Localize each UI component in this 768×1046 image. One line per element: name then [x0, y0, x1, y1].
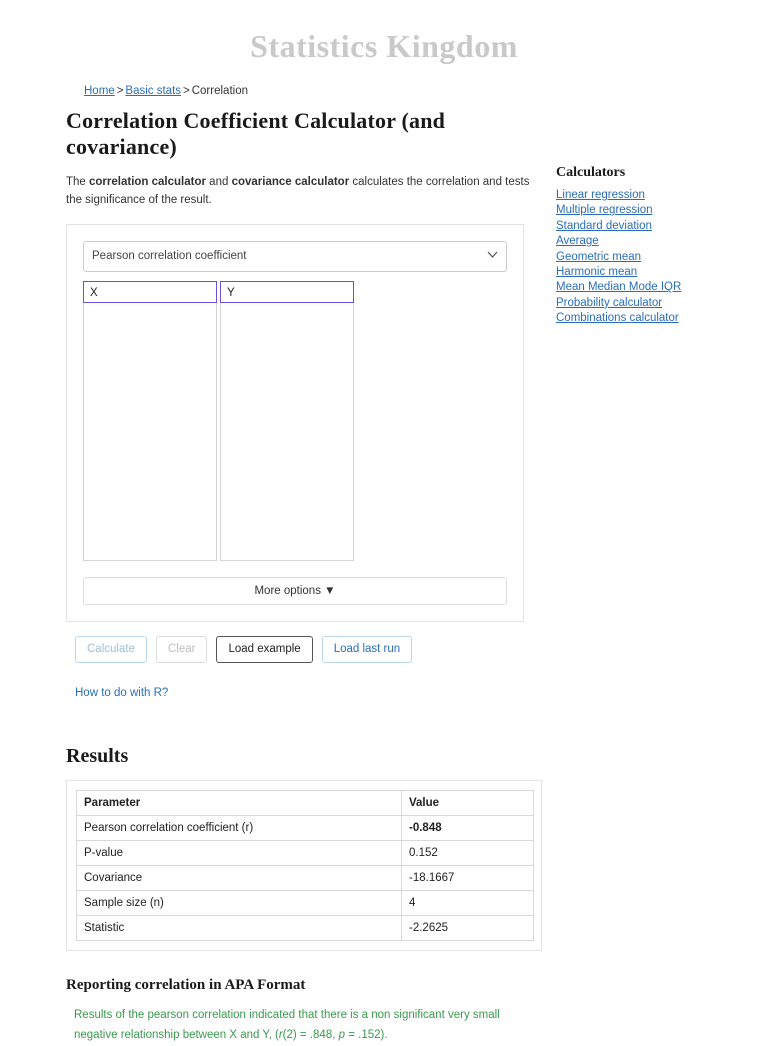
column-header-x: X: [83, 281, 217, 303]
breadcrumb-home[interactable]: Home: [84, 85, 115, 97]
row-parameter: P-value: [77, 841, 402, 866]
breadcrumb-basic-stats[interactable]: Basic stats: [125, 85, 182, 97]
load-example-button[interactable]: Load example: [216, 636, 312, 664]
row-parameter: Sample size (n): [77, 891, 402, 916]
intro-bold-correlation: correlation calculator: [89, 176, 206, 188]
sidebar-item-linear-regression[interactable]: Linear regression: [556, 189, 645, 201]
apa-line-1: Results of the pearson correlation indicated that there is a non significant very small negative: [74, 1009, 500, 1041]
row-value: 0.152: [402, 841, 534, 866]
sidebar-item-geometric-mean[interactable]: Geometric mean: [556, 250, 642, 263]
row-parameter: Covariance: [77, 866, 402, 891]
load-last-run-button[interactable]: Load last run: [322, 636, 413, 664]
sidebar-item-standard-deviation[interactable]: Standard deviation: [556, 219, 652, 232]
calculate-button[interactable]: Calculate: [75, 636, 147, 664]
data-input-x[interactable]: [83, 303, 217, 561]
row-value: -0.848: [402, 816, 534, 841]
table-row: [77, 866, 534, 891]
sidebar-item-harmonic-mean[interactable]: Harmonic mean: [556, 266, 638, 279]
results-table: [76, 790, 534, 941]
results-box: [66, 780, 542, 951]
page-title: Correlation Coefficient Calculator (and covariance): [66, 108, 446, 159]
row-parameter: Statistic: [77, 916, 402, 941]
breadcrumb-separator-2: >: [183, 85, 190, 97]
apa-symbol-r: r: [278, 1028, 283, 1041]
how-to-r-link-wrapper: [75, 687, 556, 699]
row-value: 4: [402, 891, 534, 916]
how-to-r-link[interactable]: How to do with R?: [75, 687, 169, 700]
intro-paragraph: [66, 174, 536, 210]
data-column-x: [83, 281, 217, 561]
table-row: [77, 841, 534, 866]
intro-text-3: calculates the correlation and tests the significance of the result.: [66, 176, 530, 206]
apa-heading: Reporting correlation in APA Format: [66, 977, 306, 994]
more-options-toggle[interactable]: More options ▼: [83, 577, 507, 605]
sidebar-item-probability-calculator[interactable]: Probability calculator: [556, 296, 663, 309]
intro-text-1: The: [66, 176, 90, 188]
clear-button[interactable]: Clear: [156, 636, 207, 664]
sidebar-item-multiple-regression[interactable]: Multiple regression: [556, 204, 653, 217]
method-select-wrapper: [83, 241, 507, 272]
breadcrumb-separator-1: >: [116, 85, 124, 97]
data-columns: [83, 281, 507, 561]
row-parameter: Pearson correlation coefficient (r): [77, 816, 402, 841]
apa-line-2c: = .152).: [345, 1028, 388, 1041]
sidebar-item-average[interactable]: Average: [556, 235, 599, 248]
action-buttons: [75, 636, 556, 664]
correlation-method-select[interactable]: [83, 241, 507, 272]
row-value: -2.2625: [402, 916, 534, 941]
calculator-card: [66, 224, 524, 622]
table-header-value: Value: [402, 791, 534, 816]
table-row: [77, 816, 534, 841]
breadcrumb-current: Correlation: [191, 85, 248, 97]
table-row: [77, 916, 534, 941]
results-heading: Results: [66, 745, 129, 768]
intro-bold-covariance: covariance calculator: [231, 176, 350, 188]
column-header-y: Y: [220, 281, 354, 303]
breadcrumb: [84, 85, 768, 97]
intro-text-2: and: [205, 176, 232, 188]
row-value: -18.1667: [402, 866, 534, 891]
table-row: [77, 891, 534, 916]
apa-line-2a: relationship between X and Y, (: [120, 1028, 279, 1041]
apa-line-2b: (2) = .848,: [282, 1028, 339, 1041]
apa-symbol-p: p: [338, 1028, 346, 1041]
data-column-y: [220, 281, 354, 561]
table-header-parameter: Parameter: [77, 791, 402, 816]
data-input-y[interactable]: [220, 303, 354, 561]
table-header-row: [77, 791, 534, 816]
apa-report-text: [74, 1006, 514, 1045]
sidebar-heading: Calculators: [556, 165, 626, 180]
site-title: Statistics Kingdom: [250, 28, 518, 64]
main-content: [66, 108, 556, 1046]
sidebar: [556, 165, 746, 327]
sidebar-item-mean-median-mode-iqr[interactable]: Mean Median Mode IQR: [556, 281, 682, 294]
sidebar-item-combinations-calculator[interactable]: Combinations calculator: [556, 312, 679, 325]
